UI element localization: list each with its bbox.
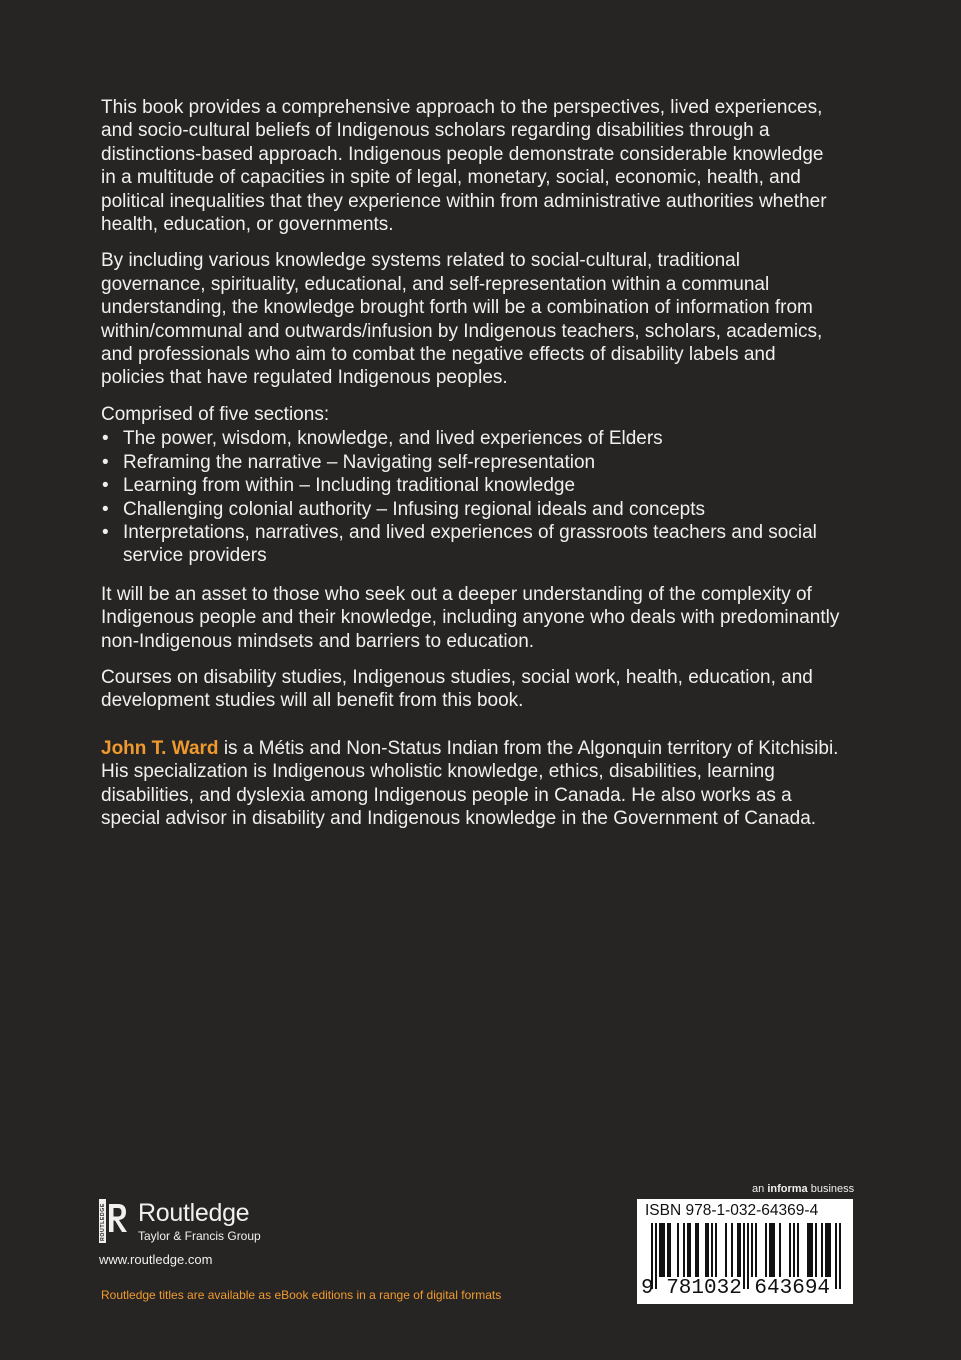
author-bio bbox=[101, 737, 841, 831]
section-item-text: Learning from within – Including traditional knowledge bbox=[123, 475, 576, 497]
barcode-bar bbox=[725, 1223, 727, 1277]
barcode-bar bbox=[677, 1223, 679, 1277]
barcode-bar bbox=[731, 1223, 733, 1277]
publisher-name: Routledge bbox=[138, 1199, 250, 1227]
section-item-text: Reframing the narrative – Navigating self-representation bbox=[123, 451, 596, 473]
barcode-guard-bar bbox=[839, 1223, 841, 1289]
barcode-bar bbox=[687, 1223, 691, 1277]
bullet-icon: • bbox=[102, 451, 109, 473]
section-item bbox=[101, 474, 841, 497]
section-item-text: Challenging colonial authority – Infusing regional ideals and concepts bbox=[123, 498, 705, 520]
sections-intro: Comprised of five sections: bbox=[101, 403, 330, 425]
isbn-label: ISBN 978-1-032-64369-4 bbox=[645, 1202, 819, 1219]
section-item-text: The power, wisdom, knowledge, and lived experiences of Elders bbox=[123, 428, 663, 450]
publisher-block bbox=[99, 1196, 359, 1276]
bullet-icon: • bbox=[102, 498, 109, 520]
blurb bbox=[101, 96, 841, 843]
barcode-bar bbox=[807, 1223, 813, 1277]
barcode-guard-bar bbox=[835, 1223, 837, 1289]
barcode-bar bbox=[821, 1223, 823, 1277]
informa-suffix: business bbox=[810, 1183, 855, 1195]
bullet-icon: • bbox=[102, 428, 109, 450]
logo-vertical-text: ROUTLEDGE bbox=[100, 1203, 107, 1241]
informa-prefix: an bbox=[752, 1183, 765, 1195]
barcode-bar bbox=[737, 1223, 741, 1277]
barcode-bar bbox=[715, 1223, 717, 1277]
description-paragraph-1: This book provides a comprehensive approach to the perspectives, lived experiences, and socio-cultural beliefs of Indigenous scholars regarding disabilities through a distinctions-based approach. Indigenous people demonstrate considerable knowledge in a multitude of capacities in spite of legal, monetary, social, economic, health, and political inequalities that they experience within from administrative authorities whether health, education, or governments. bbox=[101, 97, 827, 236]
description-paragraph-3: It will be an asset to those who seek out a deeper understanding of the complexity of Indigenous people and their knowledge, including anyone who deals with predominantly non-Indigenous mindsets and barriers to education. bbox=[101, 583, 840, 652]
ebook-note: Routledge titles are available as eBook editions in a range of digital formats bbox=[101, 1288, 502, 1302]
barcode-bar bbox=[769, 1223, 775, 1277]
publisher-group: Taylor & Francis Group bbox=[138, 1229, 261, 1243]
section-item bbox=[101, 521, 841, 568]
isbn-barcode bbox=[637, 1199, 853, 1304]
barcode-bar bbox=[789, 1223, 791, 1277]
barcode-bar bbox=[705, 1223, 709, 1277]
bullet-icon: • bbox=[102, 475, 109, 497]
description-paragraph-4: Courses on disability studies, Indigenous studies, social work, health, education, and development studies will all benefit from this book. bbox=[101, 666, 813, 712]
barcode-bar bbox=[765, 1223, 767, 1277]
barcode-bar bbox=[755, 1223, 757, 1277]
barcode-bar bbox=[825, 1223, 831, 1277]
barcode-bar bbox=[815, 1223, 817, 1277]
barcode-bar bbox=[751, 1223, 753, 1277]
barcode-bar bbox=[695, 1223, 699, 1277]
section-item bbox=[101, 498, 841, 521]
barcode-bar bbox=[659, 1223, 665, 1277]
publisher-website: www.routledge.com bbox=[99, 1252, 213, 1267]
section-item bbox=[101, 451, 841, 474]
sections-list bbox=[101, 427, 841, 567]
barcode-bar bbox=[711, 1223, 713, 1277]
barcode-bar bbox=[793, 1223, 795, 1277]
barcode-digits: 9 781032 643694 bbox=[641, 1277, 831, 1300]
barcode-bar bbox=[779, 1223, 781, 1277]
author-bio-text: is a Métis and Non-Status Indian from the Algonquin territory of Kitchisibi. His specialization is Indigenous wholistic knowledge, ethics, disabilities, learning disabilities, and dyslexia among Indigenous people in Canada. He also works as a special advisor in disability and Indigenous knowledge in the Government of Canada. bbox=[101, 737, 839, 829]
section-item-text: Interpretations, narratives, and lived experiences of grassroots teachers and social service providers bbox=[123, 521, 817, 567]
barcode-bar bbox=[797, 1223, 799, 1277]
routledge-logo-icon bbox=[99, 1199, 129, 1243]
section-item bbox=[101, 427, 841, 450]
bullet-icon: • bbox=[102, 521, 109, 543]
barcode-bar bbox=[667, 1223, 671, 1277]
description-paragraph-2: By including various knowledge systems related to social-cultural, traditional governance, spirituality, educational, and self-representation within a communal understanding, the knowledge brought forth will be a combination of information from within/communal and outwards/infusion by Indigenous teachers, scholars, academics, and professionals who aim to combat the negative effects of disability labels and policies that have regulated Indigenous peoples. bbox=[101, 250, 823, 389]
author-name: John T. Ward bbox=[101, 737, 219, 759]
informa-brand: informa bbox=[767, 1183, 808, 1195]
barcode-bar bbox=[683, 1223, 685, 1277]
informa-business bbox=[752, 1182, 854, 1196]
